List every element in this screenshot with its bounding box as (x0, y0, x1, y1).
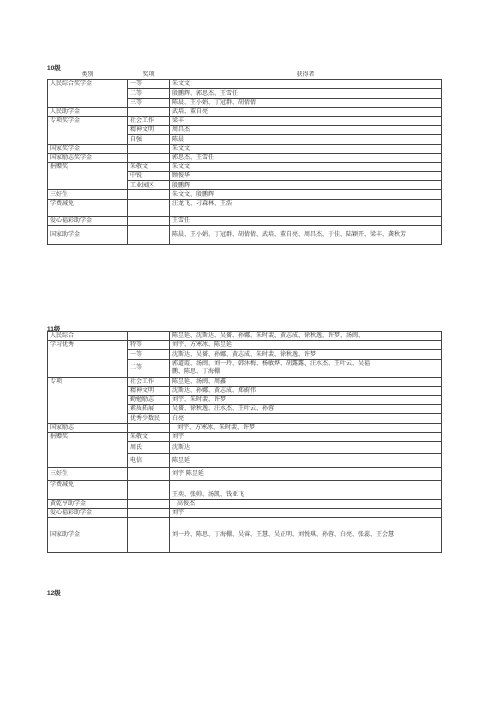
winners-cell: 陈晨 (170, 135, 442, 144)
winners-cell: 陈晨、王小娟、丁冠群、胡倩倩、武培、董自亮、周昌杰、于佳、陆颖开、梁丰、龚秋芳 (170, 225, 442, 244)
award-cell: 二等 (128, 359, 170, 377)
category-cell: 人民综合 (48, 332, 128, 341)
header-award: 奖项 (142, 71, 155, 79)
table-row (48, 423, 442, 432)
winners-cell: 吴赟、徐秋逸、汪水杰、王叶云、孙蓉 (170, 405, 442, 414)
winners-cell: 刘宇、方寒冰、朱时裴、许梦 (170, 423, 442, 432)
winners-cell: 王奕、张帅、汤凯、钱亚飞 (170, 480, 442, 499)
award-cell: 社会工作 (128, 377, 170, 386)
table-row (48, 480, 442, 499)
category-cell: 爱心福彩助学金 (48, 216, 128, 225)
section-title-10: 10级 (47, 65, 61, 72)
section-title-11: 11级 (47, 326, 61, 333)
category-cell: 国家助学金 (48, 518, 128, 553)
winners-cell: 刘宇 陈昱延 (170, 467, 442, 480)
table-row (48, 190, 442, 199)
award-cell: 一等 (128, 350, 170, 359)
award-cell (128, 216, 170, 225)
winners-cell: 沈斯达、孙娜、黄志成、郑蔚伟 (170, 386, 442, 395)
winners-cell: 陈昱延、汤闽、周鑫 (170, 377, 442, 386)
awards-table-11 (47, 331, 442, 553)
winners-cell: 朱文文、殷鹏辉 (170, 190, 442, 199)
category-cell: 国家奖学金 (48, 144, 128, 153)
award-cell (128, 225, 170, 244)
table-row (48, 225, 442, 244)
section-title-12: 12级 (47, 590, 61, 597)
award-cell (128, 499, 170, 508)
table-row (48, 499, 442, 508)
winners-cell: 王雪任 (170, 216, 442, 225)
category-cell: 捐赠奖 (48, 432, 128, 467)
winners-cell: 朱文文 (170, 162, 442, 171)
category-cell: 人民助学金 (48, 107, 128, 116)
table-row (48, 341, 442, 350)
winners-cell: 刘宇 (170, 509, 442, 518)
winners-cell: 刘一玲、陈思、丁海棚、吴睿、王慧、吴正明、刘悦琪、孙蓉、白亮、张蕊、王会慧 (170, 518, 442, 553)
category-cell: 三好生 (48, 190, 128, 199)
table-row (48, 116, 442, 125)
award-cell (128, 144, 170, 153)
award-cell: 精神文明 (128, 126, 170, 135)
winners-cell: 武培、董自亮 (170, 107, 442, 116)
winners-cell: 朱文文 (170, 144, 442, 153)
category-cell: 国家助学金 (48, 225, 128, 244)
award-cell: 自强 (128, 135, 170, 144)
winners-cell: 郭思杰、王雪任 (170, 153, 442, 162)
award-cell: 勤勉励志 (128, 395, 170, 404)
winners-cell: 白亮 (170, 414, 442, 423)
table-row (48, 518, 442, 553)
winners-cell: 殷鹏辉、郭思杰、王雪任 (170, 89, 442, 98)
category-cell: 黄乾亨助学金 (48, 499, 128, 508)
award-cell: 优秀少数民 (128, 414, 170, 423)
winners-cell: 朱文文 (170, 80, 442, 89)
category-cell: 学费减免 (48, 199, 128, 216)
table-row (48, 144, 442, 153)
category-cell: 学费减免 (48, 480, 128, 499)
award-cell: 三等 (128, 98, 170, 107)
award-cell (128, 518, 170, 553)
category-cell: 国家励志 (48, 423, 128, 432)
award-cell: 特等 (128, 341, 170, 350)
award-cell: 电信 (128, 453, 170, 467)
winners-cell: 梁丰 (170, 116, 442, 125)
award-cell (128, 332, 170, 341)
award-cell (128, 153, 170, 162)
header-winners: 获得者 (296, 71, 315, 79)
award-cell: 二等 (128, 89, 170, 98)
table-row (48, 467, 442, 480)
table-row (48, 80, 442, 89)
table-row (48, 199, 442, 216)
table-row (48, 162, 442, 171)
table-row (48, 107, 442, 116)
award-cell (128, 509, 170, 518)
winners-cell: 周昌杰 (170, 126, 442, 135)
winners-cell: 刘宇 (170, 432, 442, 441)
award-cell: 素质拓展 (128, 405, 170, 414)
winners-cell: 刘宇、朱时裴、许梦 (170, 395, 442, 404)
award-cell: 精神文明 (128, 386, 170, 395)
award-cell: 一等 (128, 80, 170, 89)
winners-cell: 沈斯达 (170, 441, 442, 453)
category-cell: 专项奖学金 (48, 116, 128, 144)
award-cell (128, 423, 170, 432)
winners-cell: 陈晨、王小娟、丁冠群、胡倩倩 (170, 98, 442, 107)
winners-cell: 殷鹏辉 (170, 181, 442, 190)
winners-cell: 沈斯达、吴赟、孙娜、黄志成、朱时裴、徐秋逸、许梦 (170, 350, 442, 359)
table-row (48, 432, 442, 441)
award-cell: 朱敬文 (128, 432, 170, 441)
award-cell (128, 480, 170, 499)
category-cell: 学习优秀 (48, 341, 128, 377)
table-header (48, 71, 442, 80)
award-cell (128, 107, 170, 116)
header-category: 类别 (81, 71, 94, 79)
category-cell: 国家励志奖学金 (48, 153, 128, 162)
table-row (48, 153, 442, 162)
winners-cell: 汪龙飞、刁森林、王浩 (170, 199, 442, 216)
table-row (48, 216, 442, 225)
winners-cell: 陈昱延 (170, 453, 442, 467)
award-cell: 社会工作 (128, 116, 170, 125)
winners-cell: 顾俊华 (170, 172, 442, 181)
award-cell: 朱敬文 (128, 162, 170, 171)
awards-table-10 (47, 71, 442, 245)
category-cell: 捐赠奖 (48, 162, 128, 190)
table-row (48, 332, 442, 341)
category-cell: 爱心福彩助学金 (48, 509, 128, 518)
award-cell (128, 190, 170, 199)
table-row (48, 509, 442, 518)
category-cell: 三好生 (48, 467, 128, 480)
winners-cell: 陈昱延、沈斯达、吴赟、孙娜、朱时裴、黄志成、徐秋逸、许梦、汤闽、 (170, 332, 442, 341)
award-cell (128, 467, 170, 480)
winners-cell: 刘宇、方寒冰、陈昱延 (170, 341, 442, 350)
category-cell: 人民综合奖学金 (48, 80, 128, 108)
award-cell: 周氏 (128, 441, 170, 453)
award-cell: 工业园区 (128, 181, 170, 190)
winners-cell: 高俊杰 (170, 499, 442, 508)
winners-cell: 郭道霞、汤闽、刘一玲、韩沐梅、杨敏烨、胡露露、汪水杰、王叶云、吴福鹏、陈思、丁海棚 (170, 359, 442, 377)
award-cell: 中锐 (128, 172, 170, 181)
table-row (48, 377, 442, 386)
category-cell: 专项 (48, 377, 128, 423)
award-cell (128, 199, 170, 216)
